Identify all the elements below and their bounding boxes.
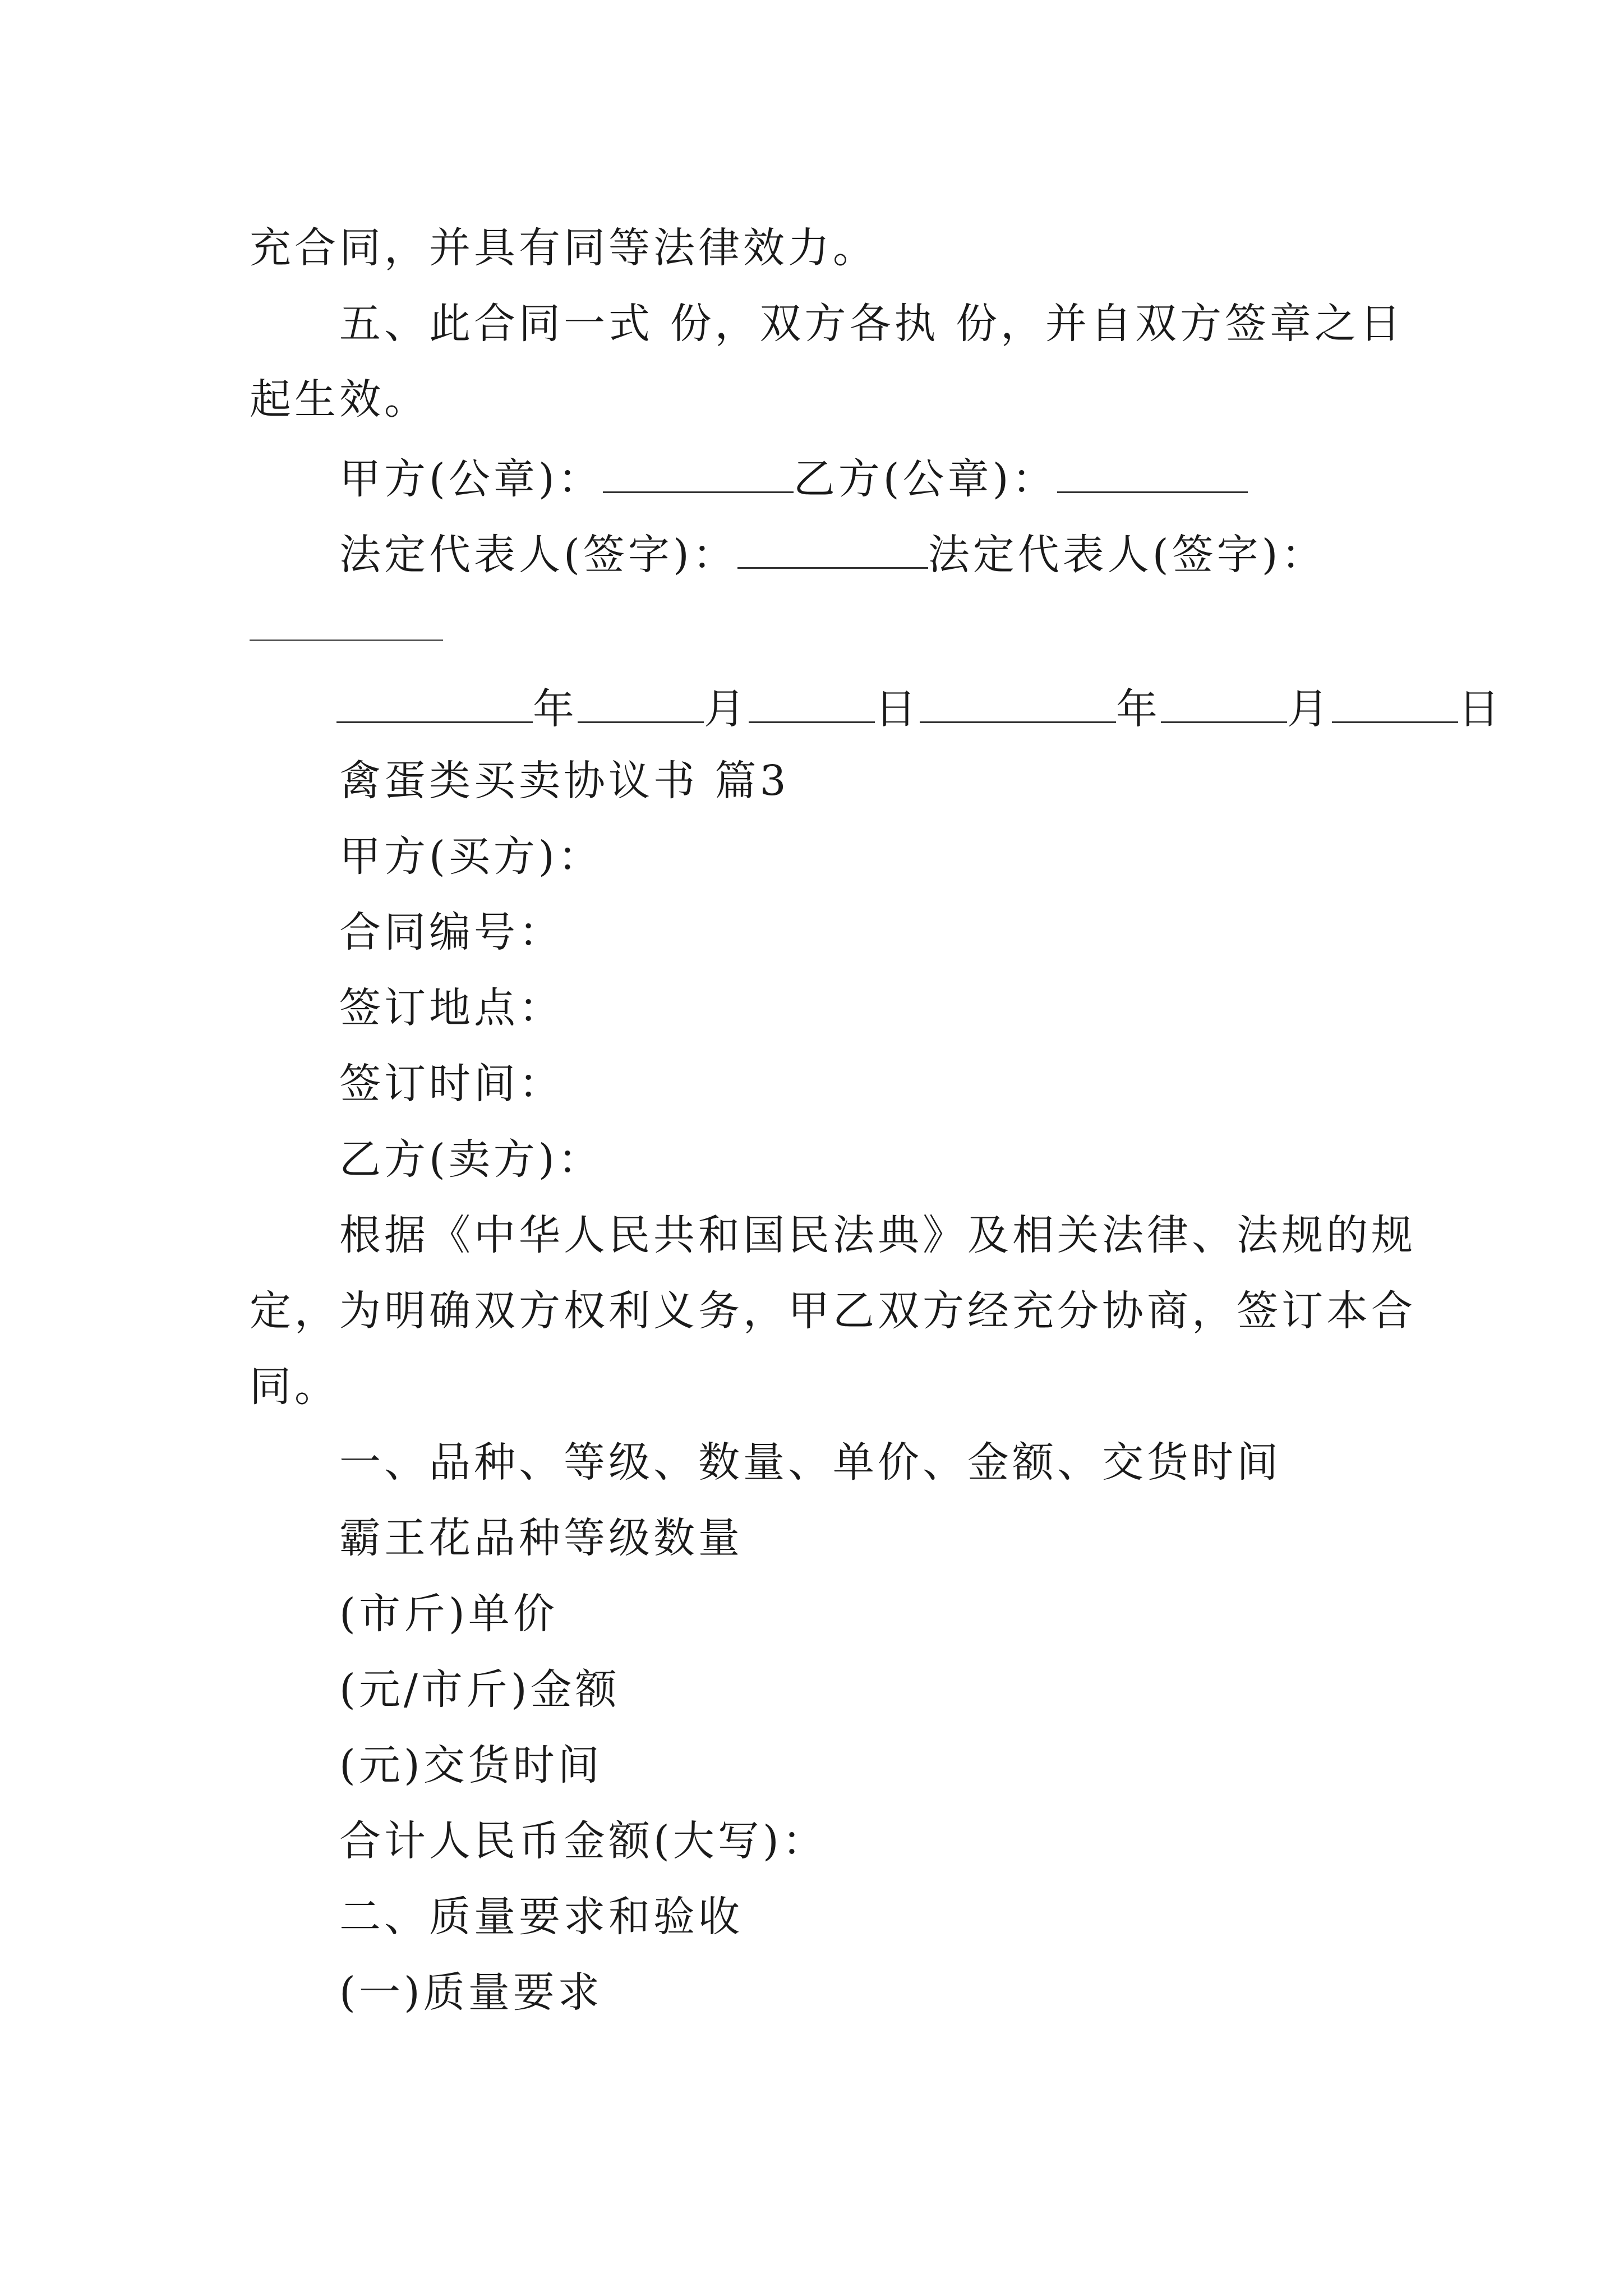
text-line: 一、品种、等级、数量、单价、金额、交货时间 [339, 1438, 1281, 1487]
text-line: 起生效。 [250, 375, 429, 424]
representative-b-blank [250, 639, 443, 641]
text-line: (元/市斤)金额 [339, 1665, 620, 1714]
representative-b-label: 法定代表人(签字)： [928, 531, 1326, 579]
month-blank [578, 684, 704, 723]
day-label: 日 [875, 685, 920, 733]
representative-a-blank [737, 530, 928, 569]
text-line: 合同编号： [339, 908, 564, 956]
text-line: 根据《中华人民共和国民法典》及相关法律、法规的规 [339, 1211, 1416, 1259]
year-label: 年 [533, 685, 578, 733]
party-a-seal-blank [603, 454, 794, 493]
text-line: (元)交货时间 [339, 1741, 603, 1789]
signature-line-party-a-b [339, 454, 1248, 503]
text-line: 充合同，并具有同等法律效力。 [250, 224, 878, 272]
text-line: 二、质量要求和验收 [339, 1893, 743, 1941]
text-line: 签订地点： [339, 984, 564, 1032]
text-line: 同。 [250, 1363, 339, 1411]
text-line: (一)质量要求 [339, 1968, 603, 2017]
text-line: 定，为明确双方权利义务，甲乙双方经充分协商，签订本合 [250, 1287, 1416, 1335]
day-label-2: 日 [1458, 685, 1503, 733]
text-line: (市斤)单价 [339, 1590, 558, 1638]
text-line: 合计人民币金额(大写)： [339, 1817, 827, 1865]
month-label-2: 月 [1287, 685, 1332, 733]
year-blank-2 [920, 684, 1116, 723]
month-blank-2 [1161, 684, 1287, 723]
text-line: 霸王花品种等级数量 [339, 1514, 743, 1562]
party-b-seal-label: 乙方(公章)： [793, 455, 1057, 503]
text-line: 甲方(买方)： [339, 832, 603, 881]
year-blank [336, 684, 533, 723]
party-a-seal-label: 甲方(公章)： [339, 455, 603, 503]
text-line: 乙方(卖方)： [339, 1135, 603, 1184]
signature-line-representatives [339, 530, 1326, 579]
day-blank-2 [1332, 684, 1458, 723]
representative-a-label: 法定代表人(签字)： [339, 531, 737, 579]
date-line [336, 684, 1503, 733]
text-line: 五、此合同一式 份，双方各执 份，并自双方签章之日 [339, 300, 1405, 348]
month-label: 月 [704, 685, 749, 733]
section-heading: 禽蛋类买卖协议书 篇3 [339, 757, 790, 805]
party-b-seal-blank [1057, 454, 1248, 493]
text-line: 签订时间： [339, 1060, 564, 1108]
year-label-2: 年 [1116, 685, 1161, 733]
day-blank [749, 684, 875, 723]
